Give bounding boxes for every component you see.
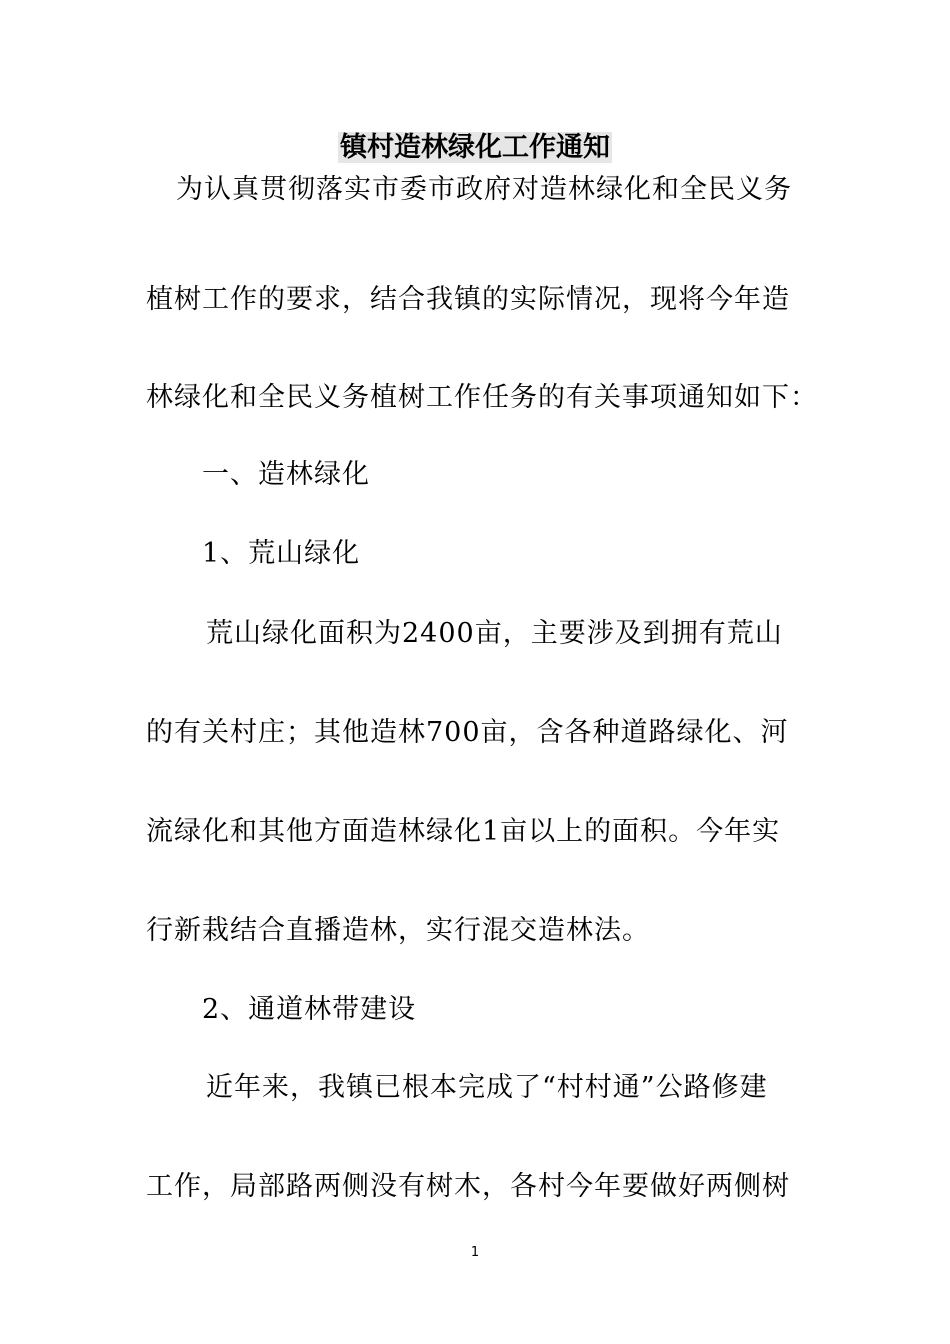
- paragraph-line: 工作，局部路两侧没有树木，各村今年要做好两侧树: [146, 1171, 790, 1202]
- document-title: [0, 126, 950, 170]
- subsection-heading: 2、通道林带建设: [202, 994, 417, 1025]
- paragraph-line: 行新栽结合直播造林，实行混交造林法。: [146, 915, 650, 946]
- paragraph-line: 为认真贯彻落实市委市政府对造林绿化和全民义务: [176, 174, 792, 205]
- page-number: 1: [470, 1245, 480, 1260]
- document-title-text: 镇村造林绿化工作通知: [340, 132, 610, 163]
- paragraph-line: 荒山绿化面积为2400亩，主要涉及到拥有荒山: [206, 618, 783, 649]
- paragraph-line: 近年来，我镇已根本完成了“村村通”公路修建: [206, 1072, 768, 1103]
- paragraph-line: 植树工作的要求，结合我镇的实际情况，现将今年造: [146, 284, 790, 315]
- paragraph-line: 林绿化和全民义务植树工作任务的有关事项通知如下：: [146, 382, 818, 413]
- paragraph-line: 的有关村庄；其他造林700亩，含各种道路绿化、河: [146, 717, 789, 748]
- paragraph-line: 流绿化和其他方面造林绿化1亩以上的面积。今年实: [146, 816, 781, 847]
- subsection-heading: 1、荒山绿化: [202, 538, 361, 569]
- section-heading: 一、造林绿化: [202, 459, 370, 490]
